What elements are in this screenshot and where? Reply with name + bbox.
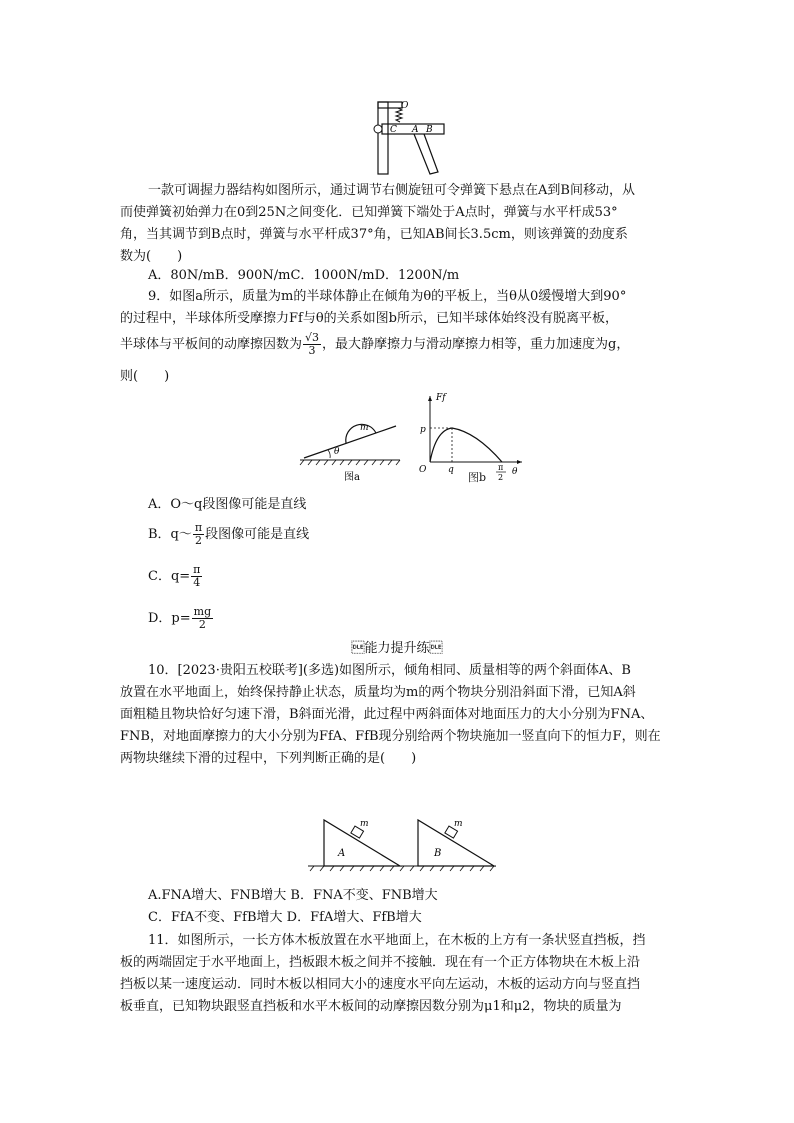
q9-option-a: A．O～q段图像可能是直线 [148,497,307,512]
q9-option-b-den: 2 [195,534,202,547]
q9-option-c-den: 4 [193,576,201,589]
section-title: 能力提升练 [351,641,443,656]
q9-mu-den: 3 [308,344,316,357]
fig8-label-B: B [426,125,433,135]
q9-mu-fraction [303,332,321,357]
q9-option-c-pre: C．q= [148,569,191,584]
grip-device-figure [368,98,450,178]
q9-line3 [120,330,680,360]
fig-a-caption: 图a [344,472,360,483]
q9-option-c [148,562,203,592]
q9-option-d-num: mg [193,605,212,618]
q8-options: A．80N/mB．900N/mC．1000N/mD．1200N/m [148,268,460,283]
fig-b-two: 2 [498,473,504,482]
q9-option-b [148,520,309,550]
fig-b-caption: 图b [468,471,487,484]
q9-figure-a [296,400,406,486]
q9-option-c-frac [191,564,202,589]
fig-b-origin: O [419,465,427,475]
q9-line4: 则( ) [120,369,170,384]
q10-options-line2: C．FfA不变、FfB增大 D．FfA增大、FfB增大 [148,910,422,925]
fig-b-p: p [420,425,426,435]
fig8-label-O: O [401,101,409,111]
q10-fig-B: B [434,848,442,859]
fig-b-pi: π [498,463,504,472]
fig-b-yaxis: Ff [436,393,446,403]
q9-option-d-pre: D．p= [148,611,191,626]
q9-line3-pre: 半球体与平板间的动摩擦因数为 [120,337,303,352]
q11-line4: 板垂直，已知物块跟竖直挡板和水平木板间的动摩擦因数分别为μ1和μ2，物块的质量为 [120,999,622,1014]
q9-mu-num: √3 [305,331,320,344]
q9-option-b-frac [193,522,204,547]
q10-line3: 面粗糙且物块恰好匀速下滑，B斜面光滑，此过程中两斜面体对地面压力的大小分别为FNA、 [120,707,654,722]
q9-option-d-frac [192,606,213,631]
q10-line5: 两物块继续下滑的过程中，下列判断正确的是( ) [120,751,417,766]
fig-a-theta: θ [334,447,340,457]
fig-a-m: m [360,423,369,433]
fig-b-q: q [448,465,454,475]
q8-line4: 数为( ) [120,249,183,264]
q9-option-d [148,604,214,634]
q8-line3: 角，当其调节到B点时，弹簧与水平杆成37°角，已知AB间长3.5cm，则该弹簧的劲度系 [120,227,628,242]
q9-line3-post: ，最大静摩擦力与滑动摩擦力相等，重力加速度为g， [322,337,630,352]
q9-option-b-pre: B．q～ [148,527,192,542]
q11-line2: 板的两端固定于水平地面上，挡板跟木板之间并不接触．现在有一个正方体物块在木板上沿 [120,955,641,970]
q10-options-line1: A.FNA增大、FNB增大 B．FNA不变、FNB增大 [148,888,438,903]
q9-option-b-post: 段图像可能是直线 [205,527,310,542]
fig8-label-C: C [390,125,397,135]
q11-line1: 11．如图所示，一长方体木板放置在水平地面上，在木板的上方有一条状竖直挡板，挡 [148,933,646,948]
q8-line1: 一款可调握力器结构如图所示，通过调节右侧旋钮可令弹簧下悬点在A到B间移动，从 [148,183,635,198]
q10-fig-m1: m [360,819,369,829]
q10-line1: 10．[2023·贵阳五校联考](多选)如图所示，倾角相同、质量相等的两个斜面体A、B [148,663,631,678]
q9-option-d-den: 2 [198,618,206,631]
q10-line2: 放置在水平地面上，始终保持静止状态，质量均为m的两个物块分别沿斜面下滑，已知A斜 [120,685,636,700]
q9-line2: 的过程中，半球体所受摩擦力Ff与θ的关系如图b所示，已知半球体始终没有脱离平板， [120,311,618,326]
q9-option-b-num: π [194,521,203,534]
fig8-label-A: A [412,125,419,135]
q11-line3: 挡板以某一速度运动．同时木板以相同大小的速度水平向左运动，木板的运动方向与竖直挡 [120,977,641,992]
q9-option-c-num: π [193,563,201,576]
q10-inclines-figure [304,810,500,874]
q8-line2: 而使弹簧初始弹力在0到25N之间变化．已知弹簧下端处于A点时，弹簧与水平杆成53° [120,205,618,220]
q10-line4: FNB，对地面摩擦力的大小分别为FfA、FfB现分别给两个物块施加一竖直向下的恒力F，则在 [120,729,661,744]
q9-line1: 9．如图a所示，质量为m的半球体静止在倾角为θ的平板上，当θ从0缓慢增大到90° [148,289,627,304]
q10-fig-A: A [338,848,346,859]
q10-fig-m2: m [454,819,463,829]
fig-b-theta: θ [512,467,518,477]
